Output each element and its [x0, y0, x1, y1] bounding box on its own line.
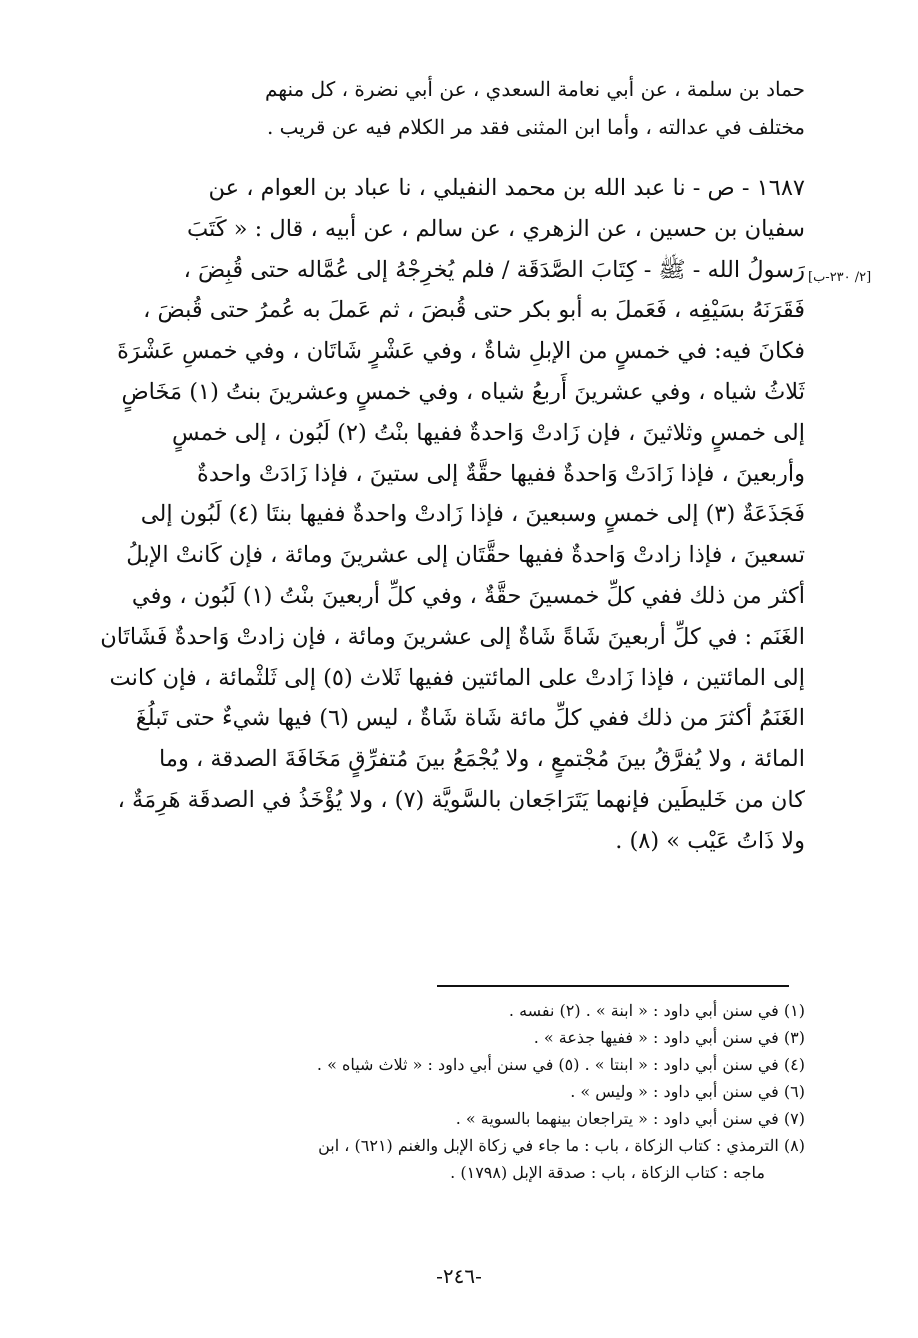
text-line: ثَلاثُ شياه ، وفي عشرينَ أَربعُ شياه ، وفي خمسٍ وعشرينَ بنتُ (١) مَخَاضٍ — [121, 378, 805, 405]
footnote: (٦) في سنن أبي داود : « وليس » . — [570, 1082, 805, 1101]
intro-paragraph — [100, 70, 805, 146]
text-line: إلى المائتين ، فإذا زَادتْ على المائتين ففيها ثَلاث (٥) إلى ثَلثْمائة ، فإن كانت — [109, 664, 805, 691]
footnotes — [100, 997, 805, 1186]
text-line: حماد بن سلمة ، عن أبي نعامة السعدي ، عن أبي نضرة ، كل منهم — [264, 77, 805, 101]
text-line: إلى خمسٍ وثلاثينَ ، فإن زَادتْ وَاحدةٌ ففيها بنْتُ (٢) لَبُون ، إلى خمسٍ — [172, 419, 805, 446]
text-line: ١٦٨٧ - ص - نا عبد الله بن محمد النفيلي ، نا عباد بن العوام ، عن — [208, 175, 805, 201]
text-line: ولا ذَاتُ عَيْب » (٨) . — [615, 827, 805, 854]
text-line: سفيان بن حسين ، عن الزهري ، عن سالم ، عن أبيه ، قال : « كَتَبَ — [186, 215, 805, 242]
text-line: فَجَذَعَةٌ (٣) إلى خمسٍ وسبعينَ ، فإذا زَادتْ واحدةٌ ففيها بنتَا (٤) لَبُون إلى — [140, 501, 805, 528]
text-line: الغَنَم : في كلِّ أربعينَ شَاةً شَاةٌ إلى عشرينَ ومائة ، فإن زادتْ وَاحدةٌ فَشَاتَان — [100, 623, 805, 650]
footnote: (٧) في سنن أبي داود : « يتراجعان بينهما بالسوية » . — [455, 1109, 805, 1128]
footnote: (١) في سنن أبي داود : « ابنة » . (٢) نفسه . — [508, 1001, 805, 1020]
footnote-separator — [437, 985, 789, 987]
text-line: تسعينَ ، فإذا زادتْ وَاحدةٌ ففيها حقَّتَان إلى عشرينَ ومائة ، فإن كَانتْ الإبلُ — [126, 542, 805, 569]
footnote: (٤) في سنن أبي داود : « ابنتا » . (٥) في سنن أبي داود : « ثلاث شياه » . — [316, 1055, 805, 1074]
text-line: وأربعينَ ، فإذا زَادَتْ وَاحدةٌ ففيها حقَّةٌ إلى ستينَ ، فإذا زَادَتْ واحدةٌ — [197, 460, 805, 487]
footnote: (٣) في سنن أبي داود : « ففيها جذعة » . — [533, 1028, 805, 1047]
text-line: أكثر من ذلك ففي كلِّ خمسينَ حقَّةٌ ، وفي كلِّ أربعينَ بنْتُ (١) لَبُون ، وفي — [131, 582, 805, 609]
hadith-paragraph — [100, 168, 805, 862]
text-line: مختلف في عدالته ، وأما ابن المثنى فقد مر الكلام فيه عن قريب . — [266, 115, 805, 139]
text-line: رَسولُ الله - ﷺ - كِتَابَ الصَّدَقَة / فلم يُخرِجْهُ إلى عُمَّاله حتى قُبِضَ ، — [183, 256, 805, 283]
text-line: كان من خَليطَين فإنهما يَتَرَاجَعان بالسَّويَّة (٧) ، ولا يُؤْخَذُ في الصدقَة هَرِمَةٌ ، — [117, 786, 805, 813]
text-line: الغَنَمُ أكثرَ من ذلك ففي كلِّ مائة شَاة شَاةٌ ، ليس (٦) فيها شيءٌ حتى تَبلُغَ — [135, 705, 805, 732]
footnote-continuation: ماجه : كتاب الزكاة ، باب : صدقة الإبل (١٧٩٨) . — [450, 1163, 765, 1182]
page-number: -٢٤٦- — [436, 1264, 482, 1288]
text-line: فكانَ فيه: في خمسٍ من الإبلِ شاةٌ ، وفي عَشْرٍ شَاتَان ، وفي خمسِ عَشْرَةَ — [117, 338, 805, 365]
manuscript-folio-reference: [٢/ ٢٣٠-ب] — [808, 270, 872, 285]
text-line: المائة ، ولا يُفرَّقُ بينَ مُجْتمعٍ ، ولا يُجْمَعُ بينَ مُتفرِّقٍ مَخَافَةَ الصدقة ، وما — [159, 746, 805, 773]
footnote: (٨) الترمذي : كتاب الزكاة ، باب : ما جاء في زكاة الإبل والغنم (٦٢١) ، ابن — [318, 1136, 805, 1155]
text-line: فَقَرَنَهُ بسَيْفِه ، فَعَملَ به أبو بكر حتى قُبضَ ، ثم عَملَ به عُمرُ حتى قُبضَ ، — [143, 297, 805, 324]
